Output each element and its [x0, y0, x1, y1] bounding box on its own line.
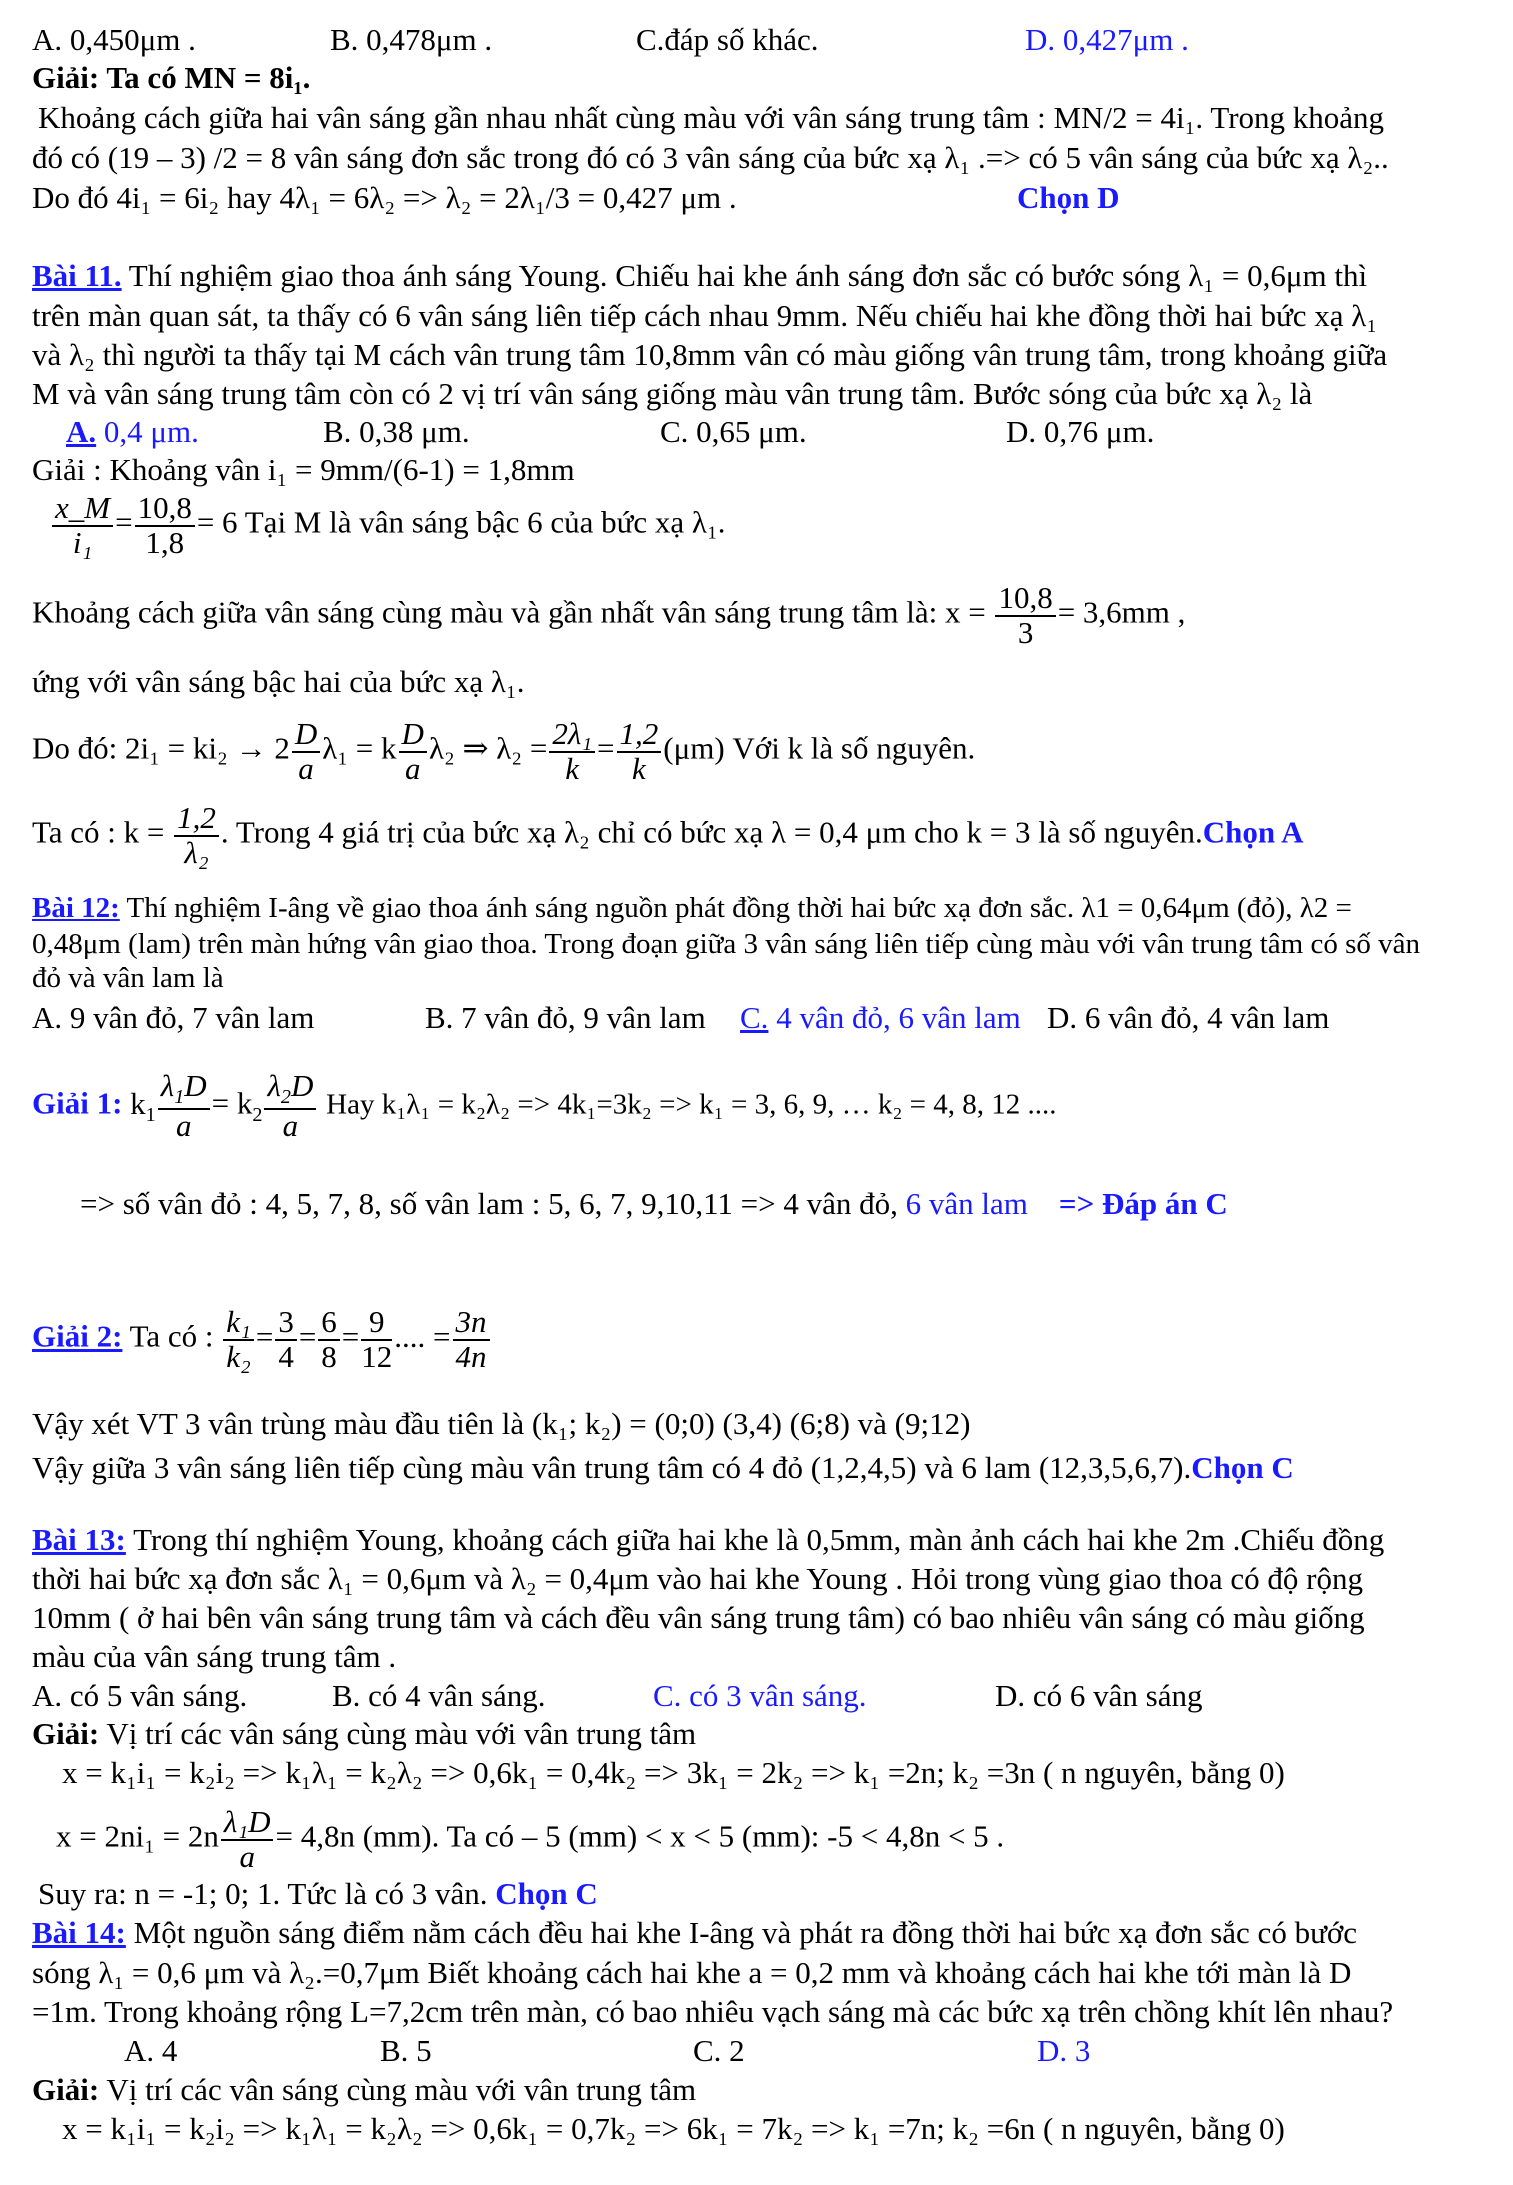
- equals-sign: .... =: [394, 1318, 451, 1354]
- q11-option-c: C. 0,65 μm.: [660, 414, 807, 449]
- q11-option-b: B. 0,38 μm.: [323, 414, 470, 449]
- fraction-den: k: [632, 750, 646, 786]
- fraction-den: k: [565, 750, 580, 786]
- q12-blue-count: 6 vân lam: [905, 1186, 1028, 1221]
- fraction-den: i₁: [72, 524, 93, 560]
- q10-option-c: C.đáp số khác.: [636, 22, 819, 57]
- q12-line: 0,48μm (lam) trên màn hứng vân giao thoa. Trong đoạn giữa 3 vân sáng liên tiếp cùng màu với vân trung tâm có số vân: [32, 928, 1421, 960]
- q12-option-c-label: C.: [740, 1000, 769, 1035]
- q14-solution-line: x = k₁i₁ = k₂i₂ => k₁λ₁ = k₂λ₂ => 0,6k₁ = 0,7k₂ => 6k₁ = 7k₂ => k₁ =7n; k₂ =6n ( n nguyên, bằng 0): [62, 2111, 1285, 2146]
- q11-line: M và vân sáng trung tâm còn có 2 vị trí vân sáng giống màu vân trung tâm. Bước sóng của bức xạ λ₂ là: [32, 376, 1313, 411]
- q14-title: Bài 14:: [32, 1915, 126, 1950]
- q12-ratio-chain: [221, 1304, 491, 1374]
- fraction-den: 3: [1017, 614, 1034, 650]
- q10-solution-line: Do đó 4i₁ = 6i₂ hay 4λ₁ = 6λ₂ => λ₂ = 2λ₁/3 = 0,427 μm .: [32, 180, 737, 215]
- q14-solution-text: Vị trí các vân sáng cùng màu với vân trung tâm: [106, 2072, 697, 2107]
- q13-title: Bài 13:: [32, 1522, 126, 1557]
- q14-solution-label: Giải:: [32, 2072, 100, 2107]
- q14-line: =1m. Trong khoảng rộng L=7,2cm trên màn, có bao nhiêu vạch sáng mà các bức xạ trên chồng khít lên nhau?: [32, 1994, 1394, 2029]
- q11-distance-line: [32, 582, 1185, 649]
- fraction-num: 6: [318, 1306, 340, 1341]
- fraction-den: 8: [321, 1338, 337, 1374]
- q12-option-c: [740, 1000, 1021, 1036]
- fraction: [995, 582, 1055, 649]
- q12-solution1-line: Giải 1: $k_1$ $\frac{\lambda_1D}{a}$ = $k_2$ $\frac{\lambda_2D}{a}$ Hay k₁λ₁ = k₂λ₂ => 4k₁=3k₂ => k₁ = 3, 6, 9, … k₂ = 4, 8, 12 ....: [32, 1068, 1057, 1144]
- equals-sign: =: [255, 1318, 274, 1354]
- q14-line: sóng λ₁ = 0,6 μm và λ₂.=0,7μm Biết khoảng cách hai khe a = 0,2 mm và khoảng cách hai khe tới màn là D: [32, 1955, 1352, 1990]
- fraction-num: D: [399, 718, 427, 753]
- fraction-num: 1,2: [617, 718, 662, 753]
- ratio-fraction: [223, 1306, 254, 1373]
- q12-answer-1: => Đáp án C: [1058, 1186, 1228, 1221]
- fraction-den: λ₂: [184, 834, 209, 870]
- fraction-den: k₂: [226, 1338, 251, 1374]
- q13-formula-text: x = 2ni₁ = 2n: [56, 1818, 219, 1854]
- fraction-num: 9: [361, 1306, 392, 1341]
- q12-solution1-text: Hay k₁λ₁ = k₂λ₂ => 4k₁=3k₂ => k₁ = 3, 6, 9, … k₂ = 4, 8, 12 ....: [326, 1088, 1057, 1121]
- q13-line: màu của vân sáng trung tâm .: [32, 1639, 397, 1674]
- q11-line: và λ₂ thì người ta thấy tại M cách vân trung tâm 10,8mm vân có màu giống vân trung tâm, trong khoảng giữa: [32, 337, 1388, 372]
- q11-answer: Chọn A: [1202, 814, 1304, 850]
- fraction-den: 4n: [455, 1338, 487, 1374]
- q12-line: [32, 892, 1352, 925]
- q11-formula-line: Do đó: 2i₁ = ki₂ → 2 $\frac{D}{a}$ λ₁ = k $\frac{D}{a}$ λ₂ ⇒ λ₂ = $\frac{\text{2λ₁}}{k}$ = $\frac{1,2}{k}$ (μm) Với k là số nguyên.: [32, 716, 976, 786]
- q14-option-d: D. 3: [1037, 2033, 1091, 2068]
- fraction-num: D: [292, 718, 320, 753]
- fraction-num: 3n: [453, 1306, 490, 1341]
- q11-option-a-label: A.: [66, 414, 97, 449]
- q14-option-b: B. 5: [380, 2033, 432, 2068]
- q11-formula-text: (μm) Với k là số nguyên.: [663, 730, 976, 766]
- q11-solution-text: . Trong 4 giá trị của bức xạ λ₂ chỉ có bức xạ λ = 0,4 μm cho k = 3 là số nguyên.: [220, 814, 1203, 850]
- q12-line: đỏ và vân lam là: [32, 962, 224, 994]
- q14-line: [32, 1915, 1357, 1951]
- q11-solution-line: ứng với vân sáng bậc hai của bức xạ λ₁.: [32, 664, 525, 699]
- fraction-num: 10,8: [995, 582, 1055, 617]
- q12-option-a: A. 9 vân đỏ, 7 vân lam: [32, 1000, 315, 1035]
- q14-text: Một nguồn sáng điểm nằm cách đều hai khe I-âng và phát ra đồng thời hai bức xạ đơn sắc có bước: [133, 1915, 1358, 1950]
- q11-solution-text: = 3,6mm ,: [1057, 594, 1186, 630]
- fraction: [221, 1806, 274, 1873]
- fraction: $\frac{\lambda_2D}{a}$: [264, 1070, 316, 1143]
- q11-formula-text: Do đó: 2i₁ = ki₂ → 2: [32, 730, 290, 766]
- q13-solution-line: [32, 1716, 696, 1752]
- ratio-fraction: [453, 1306, 490, 1373]
- q13-option-a: A. có 5 vân sáng.: [32, 1678, 248, 1713]
- fraction-num: 2λ₁: [549, 718, 595, 753]
- q11-option-a: [66, 414, 199, 450]
- fraction: [399, 718, 427, 785]
- fraction: [617, 718, 662, 785]
- q11-solution-text: = 6 Tại M là vân sáng bậc 6 của bức xạ λ₁.: [196, 504, 726, 540]
- q12-solution2-line: Vậy xét VT 3 vân trùng màu đầu tiên là (k₁; k₂) = (0;0) (3,4) (6;8) và (9;12): [32, 1406, 971, 1441]
- q10-solution-line: Khoảng cách giữa hai vân sáng gần nhau nhất cùng màu với vân sáng trung tâm : MN/2 = 4i₁. Trong khoảng: [38, 100, 1385, 135]
- q14-option-a: A. 4: [124, 2033, 178, 2068]
- q11-formula-text: λ₁ = k: [322, 730, 397, 766]
- q13-formula-text: = 4,8n (mm). Ta có – 5 (mm) < x < 5 (mm): -5 < 4,8n < 5 .: [275, 1818, 1005, 1854]
- q10-option-b: B. 0,478μm .: [330, 22, 493, 57]
- q12-title: Bài 12:: [32, 892, 120, 924]
- q11-title: Bài 11.: [32, 258, 122, 293]
- q12-solution1-text: => số vân đỏ : 4, 5, 7, 8, số vân lam : 5, 6, 7, 9,10,11 => 4 vân đỏ,: [80, 1186, 898, 1221]
- fraction-den: 4: [278, 1338, 294, 1374]
- q14-solution-line: [32, 2072, 696, 2108]
- fraction-num: 1,2: [174, 802, 219, 837]
- q12-option-c-value: 4 vân đỏ, 6 vân lam: [768, 1000, 1021, 1035]
- q11-line: [32, 258, 1367, 294]
- q11-fraction-line: $\frac{x\_M}{\text{i₁}}$ = $\frac{10,8}{1,8}$ = 6 Tại M là vân sáng bậc 6 của bức xạ λ₁.: [50, 492, 726, 559]
- q11-formula-text: λ₂ ⇒ λ₂ =: [428, 730, 548, 766]
- q14-option-c: C. 2: [693, 2033, 745, 2068]
- q13-answer: Chọn C: [495, 1876, 598, 1911]
- q12-solution2-label: Giải 2:: [32, 1318, 123, 1354]
- ratio-fraction: [318, 1306, 340, 1373]
- q10-solution-line: đó có (19 – 3) /2 = 8 vân sáng đơn sắc trong đó có 3 vân sáng của bức xạ λ₁ .=> có 5 vân sáng của bức xạ λ₂..: [32, 140, 1389, 175]
- q12-text: Thí nghiệm I-âng về giao thoa ánh sáng nguồn phát đồng thời hai bức xạ đơn sắc. λ1 = 0,64μm (đỏ), λ2 =: [126, 892, 1352, 924]
- fraction-den: a: [298, 750, 314, 786]
- q11-option-a-value: 0,4 μm.: [96, 414, 199, 449]
- fraction-den: a: [404, 750, 421, 786]
- fraction-num: k₁: [223, 1306, 254, 1341]
- q12-solution2-line: [32, 1306, 492, 1373]
- fraction-den: 12: [361, 1338, 393, 1374]
- fraction-num: x_M: [52, 492, 113, 527]
- q12-solution1-label: Giải 1:: [32, 1085, 123, 1121]
- q13-option-b: B. có 4 vân sáng.: [332, 1678, 546, 1713]
- q12-solution2-line: [32, 1450, 1294, 1486]
- ratio-fraction: [361, 1306, 392, 1373]
- q10-solution-line: Giải: Ta có MN = 8i₁.: [32, 60, 311, 95]
- q13-line: thời hai bức xạ đơn sắc λ₁ = 0,6μm và λ₂ = 0,4μm vào hai khe Young . Hỏi trong vùng giao thoa có độ rộng: [32, 1561, 1363, 1596]
- fraction-num: 10,8: [135, 492, 195, 527]
- q12-option-b: B. 7 vân đỏ, 9 vân lam: [425, 1000, 706, 1035]
- fraction: [174, 802, 219, 869]
- equals-sign: =: [341, 1318, 360, 1354]
- q11-solution-text: Khoảng cách giữa vân sáng cùng màu và gần nhất vân sáng trung tâm là: x =: [32, 594, 986, 630]
- fraction-num: λ₁D: [221, 1806, 274, 1841]
- equals-sign: =: [298, 1318, 317, 1354]
- q12-answer-2: Chọn C: [1191, 1450, 1294, 1485]
- q11-text: Thí nghiệm giao thoa ánh sáng Young. Chiếu hai khe ánh sáng đơn sắc có bước sóng λ₁ = 0,6μm thì: [128, 258, 1368, 293]
- q11-formula-text: Ta có : k =: [32, 814, 165, 850]
- q11-line: trên màn quan sát, ta thấy có 6 vân sáng liên tiếp cách nhau 9mm. Nếu chiếu hai khe đồng thời hai bức xạ λ₁: [32, 298, 1378, 333]
- q12-solution2-text: Ta có :: [129, 1318, 214, 1354]
- fraction: [292, 718, 320, 785]
- q12-option-d: D. 6 vân đỏ, 4 vân lam: [1047, 1000, 1330, 1035]
- q10-answer: Chọn D: [1017, 180, 1120, 215]
- fraction: $\frac{\lambda_1D}{a}$: [158, 1070, 210, 1143]
- q13-line: 10mm ( ở hai bên vân sáng trung tâm và cách đều vân sáng trung tâm) có bao nhiêu vân sáng có màu giống: [32, 1600, 1365, 1635]
- q12-solution2-text: Vậy giữa 3 vân sáng liên tiếp cùng màu vân trung tâm có 4 đỏ (1,2,4,5) và 6 lam (12,3,5,6,7).: [32, 1450, 1192, 1485]
- q11-solution-line: Giải : Khoảng vân i₁ = 9mm/(6-1) = 1,8mm: [32, 452, 575, 487]
- q10-option-d: D. 0,427μm .: [1025, 22, 1189, 57]
- q13-solution-text: Suy ra: n = -1; 0; 1. Tức là có 3 vân.: [38, 1876, 488, 1911]
- q10-option-a: A. 0,450μm .: [32, 22, 196, 57]
- q13-formula-line: [56, 1806, 1004, 1873]
- q13-text: Trong thí nghiệm Young, khoảng cách giữa hai khe là 0,5mm, màn ảnh cách hai khe 2m .Chiếu đồng: [133, 1522, 1385, 1557]
- q12-solution1-result: [80, 1186, 1228, 1222]
- fraction-den: a: [239, 1838, 255, 1874]
- q13-solution-label: Giải:: [32, 1716, 100, 1751]
- ratio-fraction: [275, 1306, 297, 1373]
- fraction-den: 1,8: [145, 524, 185, 560]
- q13-option-d: D. có 6 vân sáng: [995, 1678, 1203, 1713]
- q11-option-d: D. 0,76 μm.: [1006, 414, 1155, 449]
- q11-k-line: [32, 802, 1304, 869]
- fraction: [52, 492, 113, 559]
- fraction-num: 3: [275, 1306, 297, 1341]
- q13-solution-line: x = k₁i₁ = k₂i₂ => k₁λ₁ = k₂λ₂ => 0,6k₁ = 0,4k₂ => 3k₁ = 2k₂ => k₁ =2n; k₂ =3n ( n nguyên, bằng 0): [62, 1755, 1285, 1790]
- fraction: [135, 492, 195, 559]
- q13-line: [32, 1522, 1384, 1558]
- q13-solution-line: [38, 1876, 598, 1912]
- q13-option-c: C. có 3 vân sáng.: [653, 1678, 867, 1713]
- fraction: [549, 718, 595, 785]
- q13-solution-text: Vị trí các vân sáng cùng màu với vân trung tâm: [106, 1716, 697, 1751]
